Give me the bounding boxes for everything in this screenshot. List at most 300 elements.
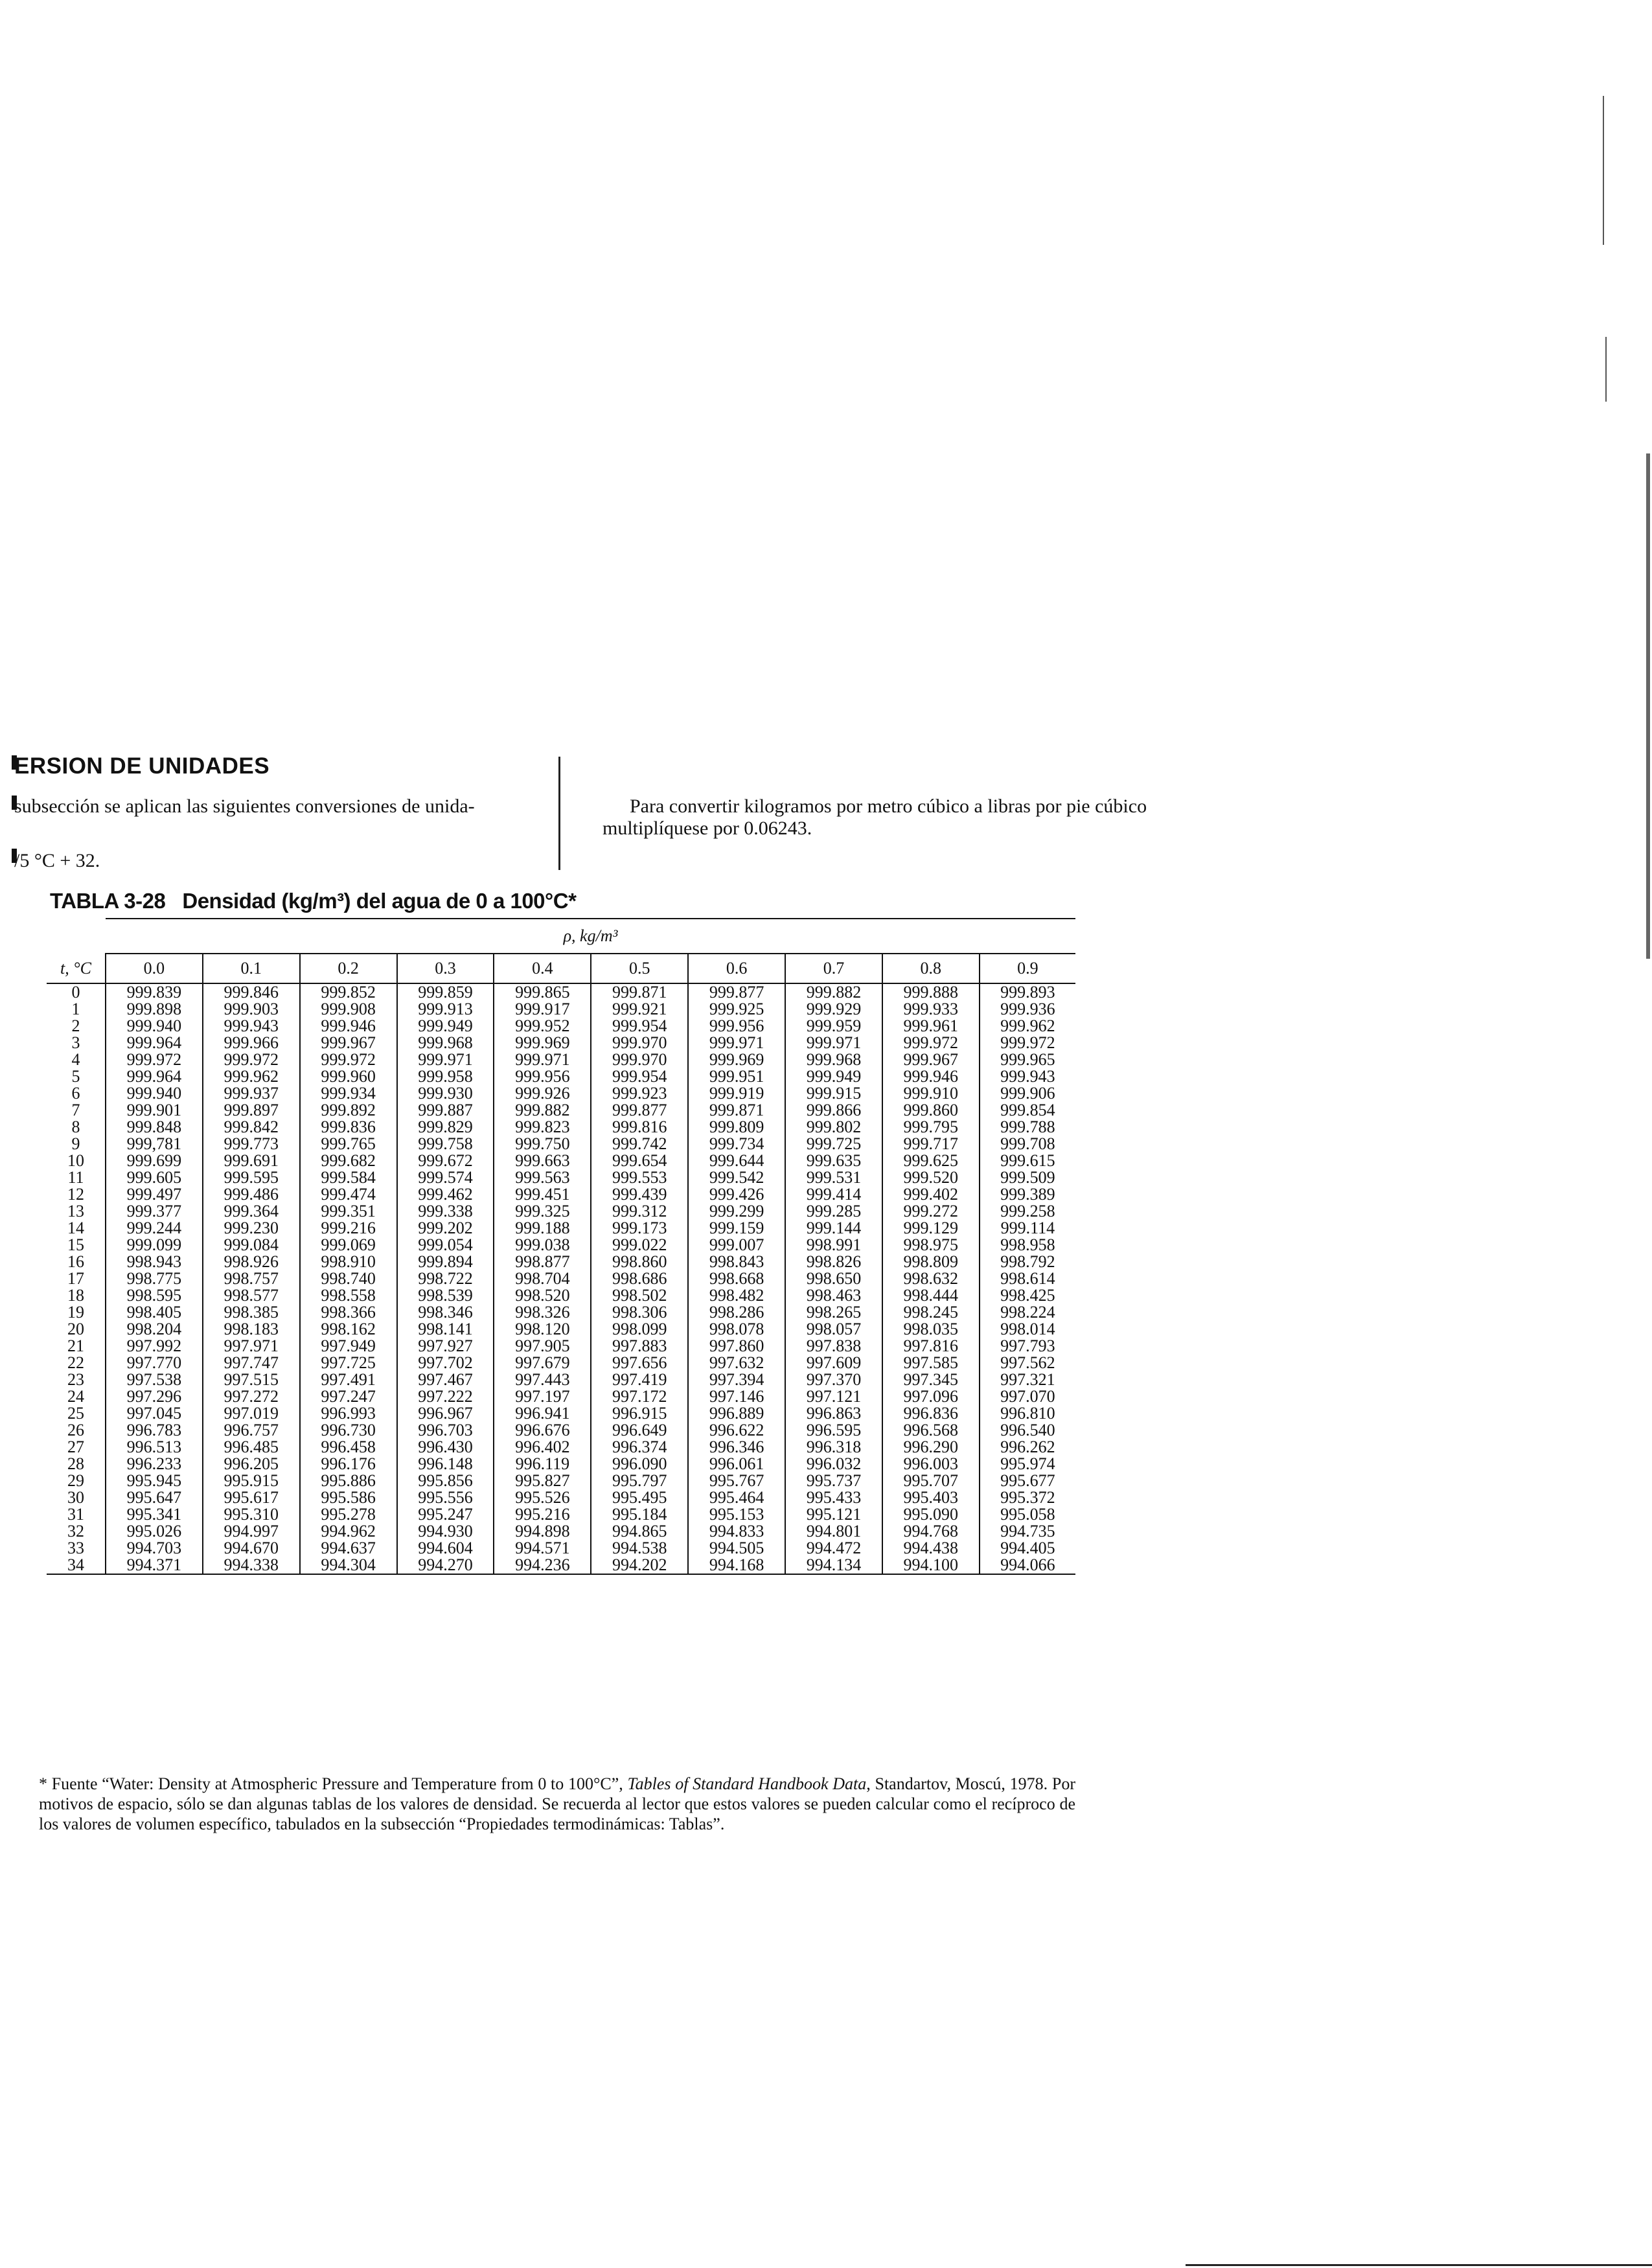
density-cell: 999.972 — [980, 1035, 1075, 1051]
density-cell: 998.502 — [591, 1287, 688, 1304]
density-cell: 999.972 — [882, 1035, 980, 1051]
density-cell: 999.956 — [494, 1068, 591, 1085]
density-cell: 997.562 — [980, 1355, 1075, 1371]
temperature-cell: 5 — [71, 1067, 80, 1086]
density-cell: 999.949 — [397, 1018, 494, 1035]
density-cell: 996.262 — [980, 1439, 1075, 1456]
density-cell: 999.663 — [494, 1152, 591, 1169]
density-cell: 995.526 — [494, 1489, 591, 1506]
density-cell: 999.882 — [494, 1102, 591, 1119]
density-cell: 996.148 — [397, 1456, 494, 1472]
density-cell: 995.341 — [106, 1506, 203, 1523]
temperature-cell: 12 — [67, 1185, 84, 1204]
density-cell: 997.197 — [494, 1388, 591, 1405]
density-cell: 999.462 — [397, 1186, 494, 1203]
density-cell: 999.893 — [980, 983, 1075, 1001]
temperature-cell: 20 — [67, 1320, 84, 1338]
column-header: 0.2 — [300, 954, 397, 983]
density-cell: 999.795 — [882, 1119, 980, 1136]
density-cell: 999.877 — [688, 983, 785, 1001]
rho-header: ρ, kg/m³ — [106, 919, 1075, 954]
density-cell: 999.967 — [300, 1035, 397, 1051]
table-row — [47, 1237, 1075, 1254]
density-cell: 999.937 — [203, 1085, 300, 1102]
density-cell: 998.757 — [203, 1270, 300, 1287]
density-cell: 994.735 — [980, 1523, 1075, 1540]
density-cell: 999.846 — [203, 983, 300, 1001]
table-row — [47, 1085, 1075, 1102]
density-cell: 995.403 — [882, 1489, 980, 1506]
density-cell: 994.270 — [397, 1557, 494, 1574]
density-cell: 995.153 — [688, 1506, 785, 1523]
density-cell: 996.485 — [203, 1439, 300, 1456]
density-cell: 994.898 — [494, 1523, 591, 1540]
density-cell: 999.038 — [494, 1237, 591, 1254]
density-cell: 997.747 — [203, 1355, 300, 1371]
column-header-row — [47, 954, 1075, 983]
density-cell: 998.686 — [591, 1270, 688, 1287]
temperature-cell: 22 — [67, 1353, 84, 1372]
density-cell: 999.725 — [785, 1136, 882, 1152]
density-cell: 999.921 — [591, 1001, 688, 1018]
density-cell: 999.923 — [591, 1085, 688, 1102]
density-cell: 999.553 — [591, 1169, 688, 1186]
footnote-source-title: Tables of Standard Handbook Data — [627, 1774, 867, 1793]
density-cell: 999.644 — [688, 1152, 785, 1169]
density-cell: 996.568 — [882, 1422, 980, 1439]
temperature-cell: 19 — [67, 1303, 84, 1322]
density-cell: 999.595 — [203, 1169, 300, 1186]
density-cell: 999.913 — [397, 1001, 494, 1018]
density-cell: 998.843 — [688, 1254, 785, 1270]
density-cell: 999.708 — [980, 1136, 1075, 1152]
density-cell: 999.871 — [591, 983, 688, 1001]
density-cell: 999.414 — [785, 1186, 882, 1203]
density-cell: 996.967 — [397, 1405, 494, 1422]
density-cell: 999.099 — [106, 1237, 203, 1254]
column-header: 0.0 — [106, 954, 203, 983]
density-cell: 998.346 — [397, 1304, 494, 1321]
table-row — [47, 1388, 1075, 1405]
density-cell: 999.933 — [882, 1001, 980, 1018]
density-cell: 996.458 — [300, 1439, 397, 1456]
right-line-1: Para convertir kilogramos por metro cúbico a libras por pie cúbico — [630, 796, 1147, 817]
scan-artifact-right-mid — [1605, 337, 1607, 402]
density-cell: 999.750 — [494, 1136, 591, 1152]
density-cell: 996.540 — [980, 1422, 1075, 1439]
temperature-cell: 11 — [67, 1168, 84, 1187]
table-row — [47, 1035, 1075, 1051]
rho-header-blank — [47, 919, 106, 954]
density-cell: 998.558 — [300, 1287, 397, 1304]
density-cell: 999.852 — [300, 983, 397, 1001]
density-cell: 998.704 — [494, 1270, 591, 1287]
density-cell: 998.120 — [494, 1321, 591, 1338]
temperature-cell: 8 — [71, 1117, 80, 1136]
density-cell: 999.882 — [785, 983, 882, 1001]
density-cell: 997.345 — [882, 1371, 980, 1388]
density-cell: 999.497 — [106, 1186, 203, 1203]
density-cell: 999.699 — [106, 1152, 203, 1169]
density-cell: 999.285 — [785, 1203, 882, 1220]
temperature-cell: 2 — [71, 1016, 80, 1035]
density-cell: 997.222 — [397, 1388, 494, 1405]
density-cell: 996.402 — [494, 1439, 591, 1456]
temperature-cell: 18 — [67, 1286, 84, 1305]
density-cell: 996.003 — [882, 1456, 980, 1472]
density-cell: 994.637 — [300, 1540, 397, 1557]
density-cell: 998.958 — [980, 1237, 1075, 1254]
density-cell: 994.066 — [980, 1557, 1075, 1574]
density-cell: 998.014 — [980, 1321, 1075, 1338]
density-cell: 999.901 — [106, 1102, 203, 1119]
density-cell: 995.090 — [882, 1506, 980, 1523]
density-cell: 994.801 — [785, 1523, 882, 1540]
table-title — [50, 889, 576, 913]
temperature-cell: 21 — [67, 1336, 84, 1355]
density-cell: 994.371 — [106, 1557, 203, 1574]
density-cell: 998.975 — [882, 1237, 980, 1254]
density-cell: 999.084 — [203, 1237, 300, 1254]
density-cell: 999.971 — [494, 1051, 591, 1068]
density-cell: 999.542 — [688, 1169, 785, 1186]
density-cell: 994.930 — [397, 1523, 494, 1540]
density-cell: 997.702 — [397, 1355, 494, 1371]
temperature-cell: 13 — [67, 1202, 84, 1220]
scan-artifact-right-bar — [1646, 453, 1650, 959]
density-cell: 997.146 — [688, 1388, 785, 1405]
density-cell: 998.614 — [980, 1270, 1075, 1287]
density-cell: 999.930 — [397, 1085, 494, 1102]
density-cell: 999.910 — [882, 1085, 980, 1102]
table-row — [47, 1523, 1075, 1540]
density-cell: 995.974 — [980, 1456, 1075, 1472]
density-cell: 999.860 — [882, 1102, 980, 1119]
temperature-cell: 17 — [67, 1269, 84, 1288]
density-cell: 997.971 — [203, 1338, 300, 1355]
density-cell: 998.183 — [203, 1321, 300, 1338]
density-cell: 995.464 — [688, 1489, 785, 1506]
density-cell: 998.482 — [688, 1287, 785, 1304]
density-cell: 999.351 — [300, 1203, 397, 1220]
column-header: 0.6 — [688, 954, 785, 983]
density-cell: 997.538 — [106, 1371, 203, 1388]
temperature-cell: 3 — [71, 1033, 80, 1052]
density-cell: 996.676 — [494, 1422, 591, 1439]
density-cell: 996.993 — [300, 1405, 397, 1422]
density-cell: 999.859 — [397, 983, 494, 1001]
density-cell: 999.802 — [785, 1119, 882, 1136]
temperature-cell: 31 — [67, 1505, 84, 1524]
density-cell: 998.740 — [300, 1270, 397, 1287]
table-body — [47, 983, 1075, 1574]
density-cell: 995.216 — [494, 1506, 591, 1523]
density-cell: 994.962 — [300, 1523, 397, 1540]
left-column-text: subsección se aplican las siguientes conversiones de unida- — [14, 796, 475, 817]
density-cell: 998.224 — [980, 1304, 1075, 1321]
density-cell: 998.826 — [785, 1254, 882, 1270]
density-cell: 996.730 — [300, 1422, 397, 1439]
table-row — [47, 1220, 1075, 1237]
density-cell: 994.997 — [203, 1523, 300, 1540]
density-cell: 999.216 — [300, 1220, 397, 1237]
density-cell: 995.677 — [980, 1472, 1075, 1489]
density-cell: 996.205 — [203, 1456, 300, 1472]
density-cell: 999.892 — [300, 1102, 397, 1119]
density-cell: 999.968 — [785, 1051, 882, 1068]
density-cell: 997.905 — [494, 1338, 591, 1355]
table-row — [47, 1489, 1075, 1506]
density-cell: 999.202 — [397, 1220, 494, 1237]
table-row — [47, 1068, 1075, 1085]
density-cell: 994.304 — [300, 1557, 397, 1574]
temperature-cell: 25 — [67, 1404, 84, 1423]
density-cell: 999.934 — [300, 1085, 397, 1102]
density-cell: 998.943 — [106, 1254, 203, 1270]
density-cell: 999.943 — [980, 1068, 1075, 1085]
density-cell: 999.258 — [980, 1203, 1075, 1220]
density-cell: 997.419 — [591, 1371, 688, 1388]
density-cell: 999.451 — [494, 1186, 591, 1203]
density-cell: 999.509 — [980, 1169, 1075, 1186]
table-row — [47, 1152, 1075, 1169]
density-cell: 999.965 — [980, 1051, 1075, 1068]
density-cell: 997.992 — [106, 1338, 203, 1355]
density-cell: 996.374 — [591, 1439, 688, 1456]
density-cell: 998.078 — [688, 1321, 785, 1338]
density-cell: 998.444 — [882, 1287, 980, 1304]
density-cell: 999.968 — [397, 1035, 494, 1051]
density-cell: 999.898 — [106, 1001, 203, 1018]
density-cell: 999.173 — [591, 1220, 688, 1237]
density-cell: 999.054 — [397, 1237, 494, 1254]
t-header: t, °C — [47, 954, 106, 983]
table-row — [47, 1338, 1075, 1355]
density-cell: 998.385 — [203, 1304, 300, 1321]
density-cell: 994.538 — [591, 1540, 688, 1557]
temperature-cell: 32 — [67, 1522, 84, 1541]
density-cell: 994.472 — [785, 1540, 882, 1557]
density-cell: 997.121 — [785, 1388, 882, 1405]
density-cell: 999.129 — [882, 1220, 980, 1237]
table-row — [47, 1018, 1075, 1035]
density-cell: 999.959 — [785, 1018, 882, 1035]
density-cell: 997.949 — [300, 1338, 397, 1355]
density-cell: 997.370 — [785, 1371, 882, 1388]
density-cell: 996.941 — [494, 1405, 591, 1422]
density-cell: 996.233 — [106, 1456, 203, 1472]
density-cell: 999.929 — [785, 1001, 882, 1018]
density-cell: 996.915 — [591, 1405, 688, 1422]
density-cell: 999.972 — [106, 1051, 203, 1068]
density-cell: 998.775 — [106, 1270, 203, 1287]
density-cell: 999.144 — [785, 1220, 882, 1237]
density-cell: 994.168 — [688, 1557, 785, 1574]
density-cell: 999.970 — [591, 1035, 688, 1051]
scan-artifact-right-top — [1603, 96, 1604, 245]
temperature-cell: 7 — [71, 1101, 80, 1119]
density-cell: 999.842 — [203, 1119, 300, 1136]
density-cell: 999.970 — [591, 1051, 688, 1068]
density-cell: 999.742 — [591, 1136, 688, 1152]
density-cell: 996.090 — [591, 1456, 688, 1472]
density-cell: 998.326 — [494, 1304, 591, 1321]
temperature-cell: 14 — [67, 1219, 84, 1237]
density-cell: 999.439 — [591, 1186, 688, 1203]
density-cell: 998.860 — [591, 1254, 688, 1270]
density-cell: 995.247 — [397, 1506, 494, 1523]
density-cell: 994.571 — [494, 1540, 591, 1557]
right-column-text — [602, 796, 1173, 840]
section-title: ERSION DE UNIDADES — [14, 753, 270, 779]
table-row — [47, 1456, 1075, 1472]
temperature-cell: 23 — [67, 1370, 84, 1389]
density-cell: 998.057 — [785, 1321, 882, 1338]
density-cell: 996.836 — [882, 1405, 980, 1422]
density-cell: 999.244 — [106, 1220, 203, 1237]
density-cell: 999.946 — [882, 1068, 980, 1085]
column-header: 0.9 — [980, 954, 1075, 983]
density-cell: 997.860 — [688, 1338, 785, 1355]
density-cell: 999.574 — [397, 1169, 494, 1186]
density-cell: 995.278 — [300, 1506, 397, 1523]
density-cell: 999.159 — [688, 1220, 785, 1237]
density-cell: 998.926 — [203, 1254, 300, 1270]
density-cell: 999.917 — [494, 1001, 591, 1018]
density-cell: 994.865 — [591, 1523, 688, 1540]
temperature-cell: 34 — [47, 1557, 106, 1574]
density-cell: 999.829 — [397, 1119, 494, 1136]
density-cell: 999.915 — [785, 1085, 882, 1102]
table-row — [47, 1169, 1075, 1186]
density-cell: 994.236 — [494, 1557, 591, 1574]
column-header: 0.5 — [591, 954, 688, 983]
density-cell: 998.910 — [300, 1254, 397, 1270]
density-cell: 999.887 — [397, 1102, 494, 1119]
density-cell: 999.954 — [591, 1068, 688, 1085]
density-cell: 999.312 — [591, 1203, 688, 1220]
density-cell: 995.495 — [591, 1489, 688, 1506]
table-row — [47, 1355, 1075, 1371]
left-column-formula: /5 °C + 32. — [14, 850, 100, 871]
density-cell: 994.505 — [688, 1540, 785, 1557]
density-cell: 998.632 — [882, 1270, 980, 1287]
density-cell: 999.962 — [203, 1068, 300, 1085]
density-cell: 995.737 — [785, 1472, 882, 1489]
density-cell: 999.877 — [591, 1102, 688, 1119]
density-cell: 998.722 — [397, 1270, 494, 1287]
density-cell: 999.605 — [106, 1169, 203, 1186]
table-row — [47, 1119, 1075, 1136]
density-cell: 999.823 — [494, 1119, 591, 1136]
density-cell: 999.958 — [397, 1068, 494, 1085]
density-cell: 999.625 — [882, 1152, 980, 1169]
density-cell: 999.897 — [203, 1102, 300, 1119]
table-row — [47, 983, 1075, 1001]
density-cell: 999.894 — [397, 1254, 494, 1270]
density-cell: 996.346 — [688, 1439, 785, 1456]
density-cell: 996.622 — [688, 1422, 785, 1439]
density-cell: 997.491 — [300, 1371, 397, 1388]
density-cell: 999.486 — [203, 1186, 300, 1203]
density-cell: 994.202 — [591, 1557, 688, 1574]
density-cell: 999.888 — [882, 983, 980, 1001]
density-cell: 998.265 — [785, 1304, 882, 1321]
density-cell: 999.971 — [785, 1035, 882, 1051]
density-cell: 999.773 — [203, 1136, 300, 1152]
density-cell: 996.863 — [785, 1405, 882, 1422]
density-cell: 994.100 — [882, 1557, 980, 1574]
table-row — [47, 1001, 1075, 1018]
table-row — [47, 1102, 1075, 1119]
table-row — [47, 1371, 1075, 1388]
density-cell: 999.338 — [397, 1203, 494, 1220]
density-cell: 999.956 — [688, 1018, 785, 1035]
temperature-cell: 26 — [67, 1421, 84, 1439]
density-cell: 997.927 — [397, 1338, 494, 1355]
density-cell: 998.520 — [494, 1287, 591, 1304]
density-cell: 999.967 — [882, 1051, 980, 1068]
density-cell: 995.058 — [980, 1506, 1075, 1523]
density-cell: 999.854 — [980, 1102, 1075, 1119]
density-cell: 997.467 — [397, 1371, 494, 1388]
density-cell: 995.184 — [591, 1506, 688, 1523]
table-row — [47, 1186, 1075, 1203]
density-cell: 999.954 — [591, 1018, 688, 1035]
footnote-part2: , Standartov, Moscú, 1978. Por motivos de espacio, sólo se dan algunas tablas de los valores de densidad. Se recuerda al lector que estos valores se pueden calcular como el recíproco de los valores de volumen específico, tabulados en la subsección “Propiedades termodinámicas: Tablas”. — [39, 1774, 1075, 1833]
table-footnote — [39, 1774, 1075, 1834]
density-cell: 999.682 — [300, 1152, 397, 1169]
density-cell: 997.609 — [785, 1355, 882, 1371]
density-cell: 998.162 — [300, 1321, 397, 1338]
right-line-2: multiplíquese por 0.06243. — [602, 818, 812, 839]
density-cell: 999.615 — [980, 1152, 1075, 1169]
density-cell: 996.032 — [785, 1456, 882, 1472]
scan-artifact-bottom-line — [1186, 2264, 1652, 2266]
density-cell: 997.096 — [882, 1388, 980, 1405]
density-cell: 999.865 — [494, 983, 591, 1001]
density-cell: 995.767 — [688, 1472, 785, 1489]
density-cell: 998.306 — [591, 1304, 688, 1321]
temperature-cell: 29 — [67, 1471, 84, 1490]
column-divider — [558, 757, 560, 870]
density-cell: 997.247 — [300, 1388, 397, 1405]
density-cell: 998.539 — [397, 1287, 494, 1304]
density-cell: 998.650 — [785, 1270, 882, 1287]
density-cell: 995.433 — [785, 1489, 882, 1506]
density-cell: 998.792 — [980, 1254, 1075, 1270]
temperature-cell: 16 — [67, 1252, 84, 1271]
density-cell: 999.925 — [688, 1001, 785, 1018]
temperature-cell: 27 — [67, 1438, 84, 1456]
density-cell: 999.839 — [106, 983, 203, 1001]
temperature-cell: 1 — [71, 1000, 80, 1018]
density-cell: 999.022 — [591, 1237, 688, 1254]
density-cell: 999.230 — [203, 1220, 300, 1237]
density-cell: 999.272 — [882, 1203, 980, 1220]
density-cell: 997.515 — [203, 1371, 300, 1388]
density-cell: 996.783 — [106, 1422, 203, 1439]
density-cell: 999.563 — [494, 1169, 591, 1186]
density-cell: 999.299 — [688, 1203, 785, 1220]
density-cell: 999.389 — [980, 1186, 1075, 1203]
density-cell: 998.141 — [397, 1321, 494, 1338]
density-cell: 998.035 — [882, 1321, 980, 1338]
table-row — [47, 1287, 1075, 1304]
density-cell: 999.903 — [203, 1001, 300, 1018]
density-cell: 997.443 — [494, 1371, 591, 1388]
density-cell: 999.940 — [106, 1085, 203, 1102]
